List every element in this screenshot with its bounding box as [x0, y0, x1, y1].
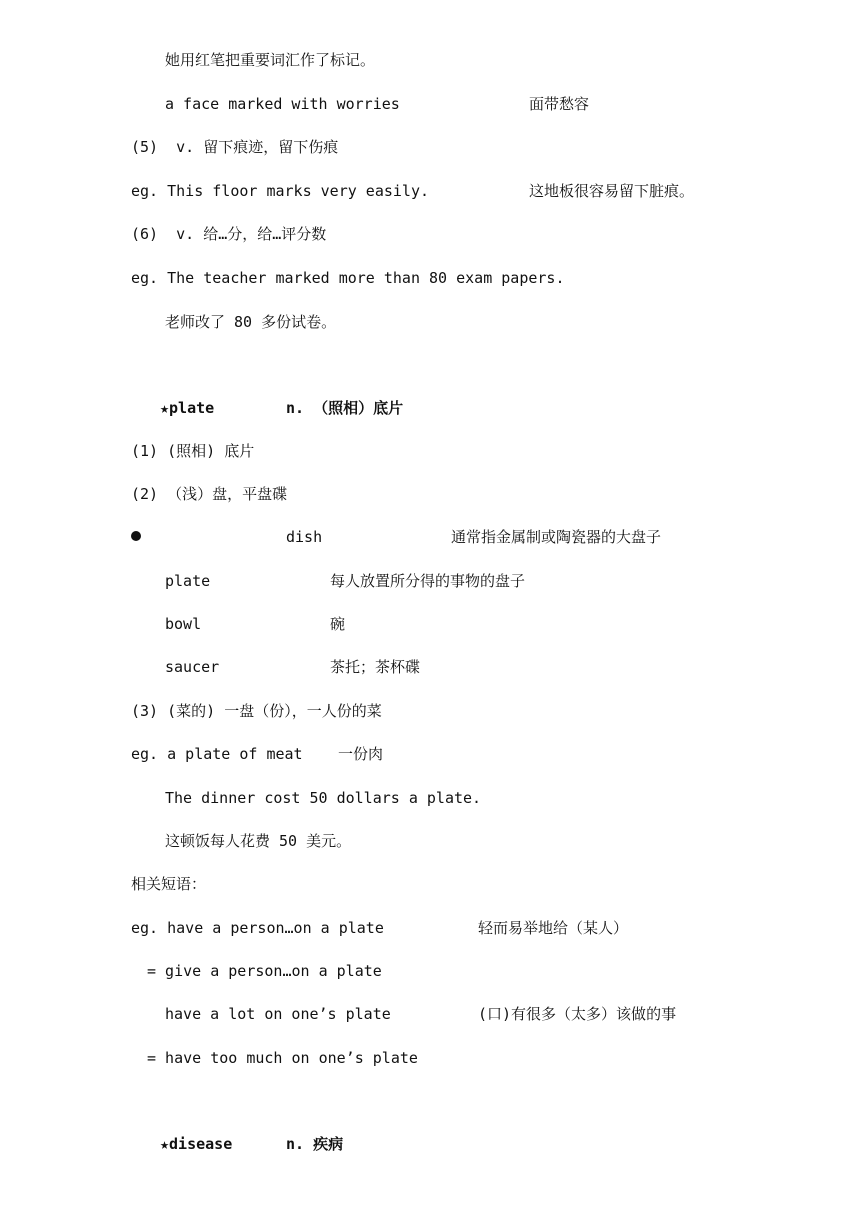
example-sentence: eg. The teacher marked more than 80 exam papers.	[131, 269, 565, 287]
example-phrase: a face marked with worries	[165, 95, 400, 113]
sense-1: (1) (照相) 底片	[131, 442, 255, 460]
entry-headword-disease: ★disease	[160, 1135, 233, 1153]
example-sentence: The dinner cost 50 dollars a plate.	[165, 789, 482, 807]
compare-meaning: 每人放置所分得的事物的盘子	[330, 572, 526, 590]
phrase: have a lot on one’s plate	[165, 1005, 391, 1023]
sense-5: (5) v. 留下痕迹，留下伤痕	[131, 138, 339, 156]
compare-word: bowl	[165, 615, 202, 633]
phrase-equivalent: = have too much on one’s plate	[147, 1049, 418, 1067]
compare-word: plate	[165, 572, 211, 590]
compare-meaning: 茶托；茶杯碟	[330, 658, 421, 676]
sense-6: (6) v. 给…分，给…评分数	[131, 225, 327, 243]
example-translation: 老师改了 80 多份试卷。	[165, 313, 337, 331]
example-translation: 这顿饭每人花费 50 美元。	[165, 832, 352, 850]
entry-headword-plate: ★plate	[160, 399, 215, 417]
compare-word: dish	[286, 528, 323, 546]
phrase-meaning: 轻而易举地给（某人）	[478, 919, 629, 937]
example-sentence: eg. This floor marks very easily.	[131, 182, 430, 200]
entry-definition-plate: n. （照相）底片	[286, 399, 404, 417]
example-phrase-translation: 一份肉	[338, 745, 384, 763]
related-phrases-heading: 相关短语：	[131, 875, 207, 893]
phrase: eg. have a person…on a plate	[131, 919, 384, 937]
entry-definition-disease: n. 疾病	[286, 1135, 344, 1153]
compare-meaning: 碗	[330, 615, 346, 633]
phrase-equivalent: = give a person…on a plate	[147, 962, 382, 980]
sense-2: (2) （浅）盘，平盘碟	[131, 485, 288, 503]
compare-word: saucer	[165, 658, 220, 676]
bullet-icon	[131, 531, 141, 541]
example-translation: 她用红笔把重要词汇作了标记。	[165, 51, 376, 69]
example-phrase-translation: 面带愁容	[529, 95, 590, 113]
example-sentence-translation: 这地板很容易留下脏痕。	[529, 182, 695, 200]
sense-3: (3) (菜的) 一盘（份），一人份的菜	[131, 702, 382, 720]
compare-meaning: 通常指金属制或陶瓷器的大盘子	[451, 528, 662, 546]
example-phrase: eg. a plate of meat	[131, 745, 303, 763]
phrase-meaning: (口)有很多（太多）该做的事	[478, 1005, 677, 1023]
